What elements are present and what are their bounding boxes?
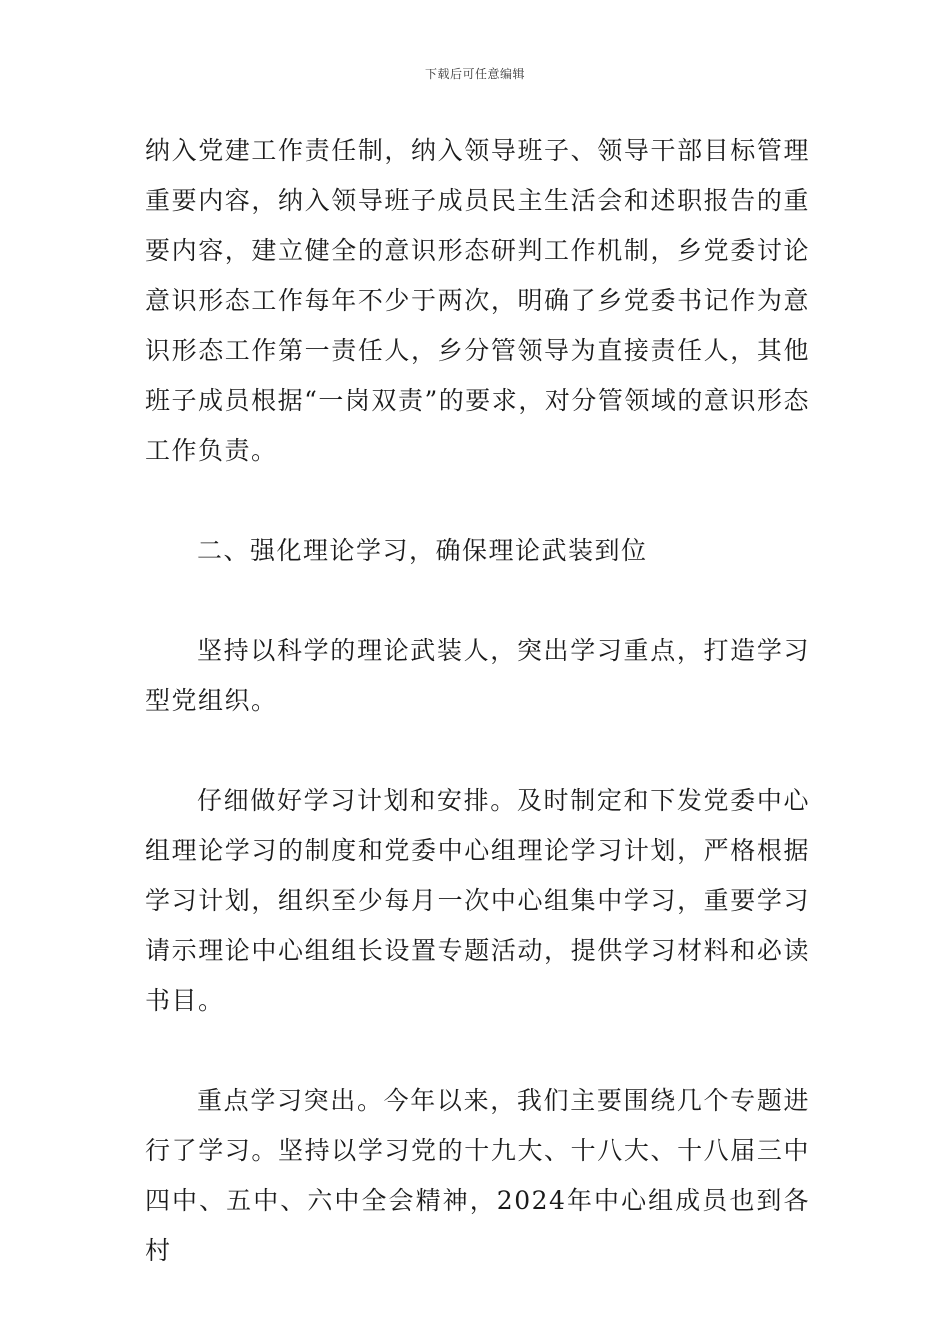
section-heading: 二、强化理论学习，确保理论武装到位 <box>197 536 648 565</box>
paragraph-gap <box>145 476 810 526</box>
paragraph-theory: 坚持以科学的理论武装人，突出学习重点，打造学习型党组织。 <box>145 636 810 715</box>
paragraph-gap <box>145 576 810 626</box>
paragraph-gap <box>145 1026 810 1076</box>
page-header: 下载后可任意编辑 <box>424 67 525 81</box>
paragraph-responsibility: 纳入党建工作责任制，纳入领导班子、领导干部目标管理重要内容，纳入领导班子成员民主生活会和述职报告的重要内容，建立健全的意识形态研判工作机制，乡党委讨论意识形态工作每年不少于两次，明确了乡党委书记作为意识形态工作第一责任人，乡分管领导为直接责任人，其他班子成员根据“一岗双责”的要求，对分管领域的意识形态工作负责。 <box>145 136 810 465</box>
paragraph-key-study: 重点学习突出。今年以来，我们主要围绕几个专题进行了学习。坚持以学习党的十九大、十八大、十八届三中四中、五中、六中全会精神，2024年中心组成员也到各村 <box>145 1086 810 1265</box>
document-body <box>145 126 810 1276</box>
paragraph-study-plan: 仔细做好学习计划和安排。及时制定和下发党委中心组理论学习的制度和党委中心组理论学习计划，严格根据学习计划，组织至少每月一次中心组集中学习，重要学习请示理论中心组组长设置专题活动，提供学习材料和必读书目。 <box>145 786 810 1015</box>
paragraph-gap <box>145 726 810 776</box>
